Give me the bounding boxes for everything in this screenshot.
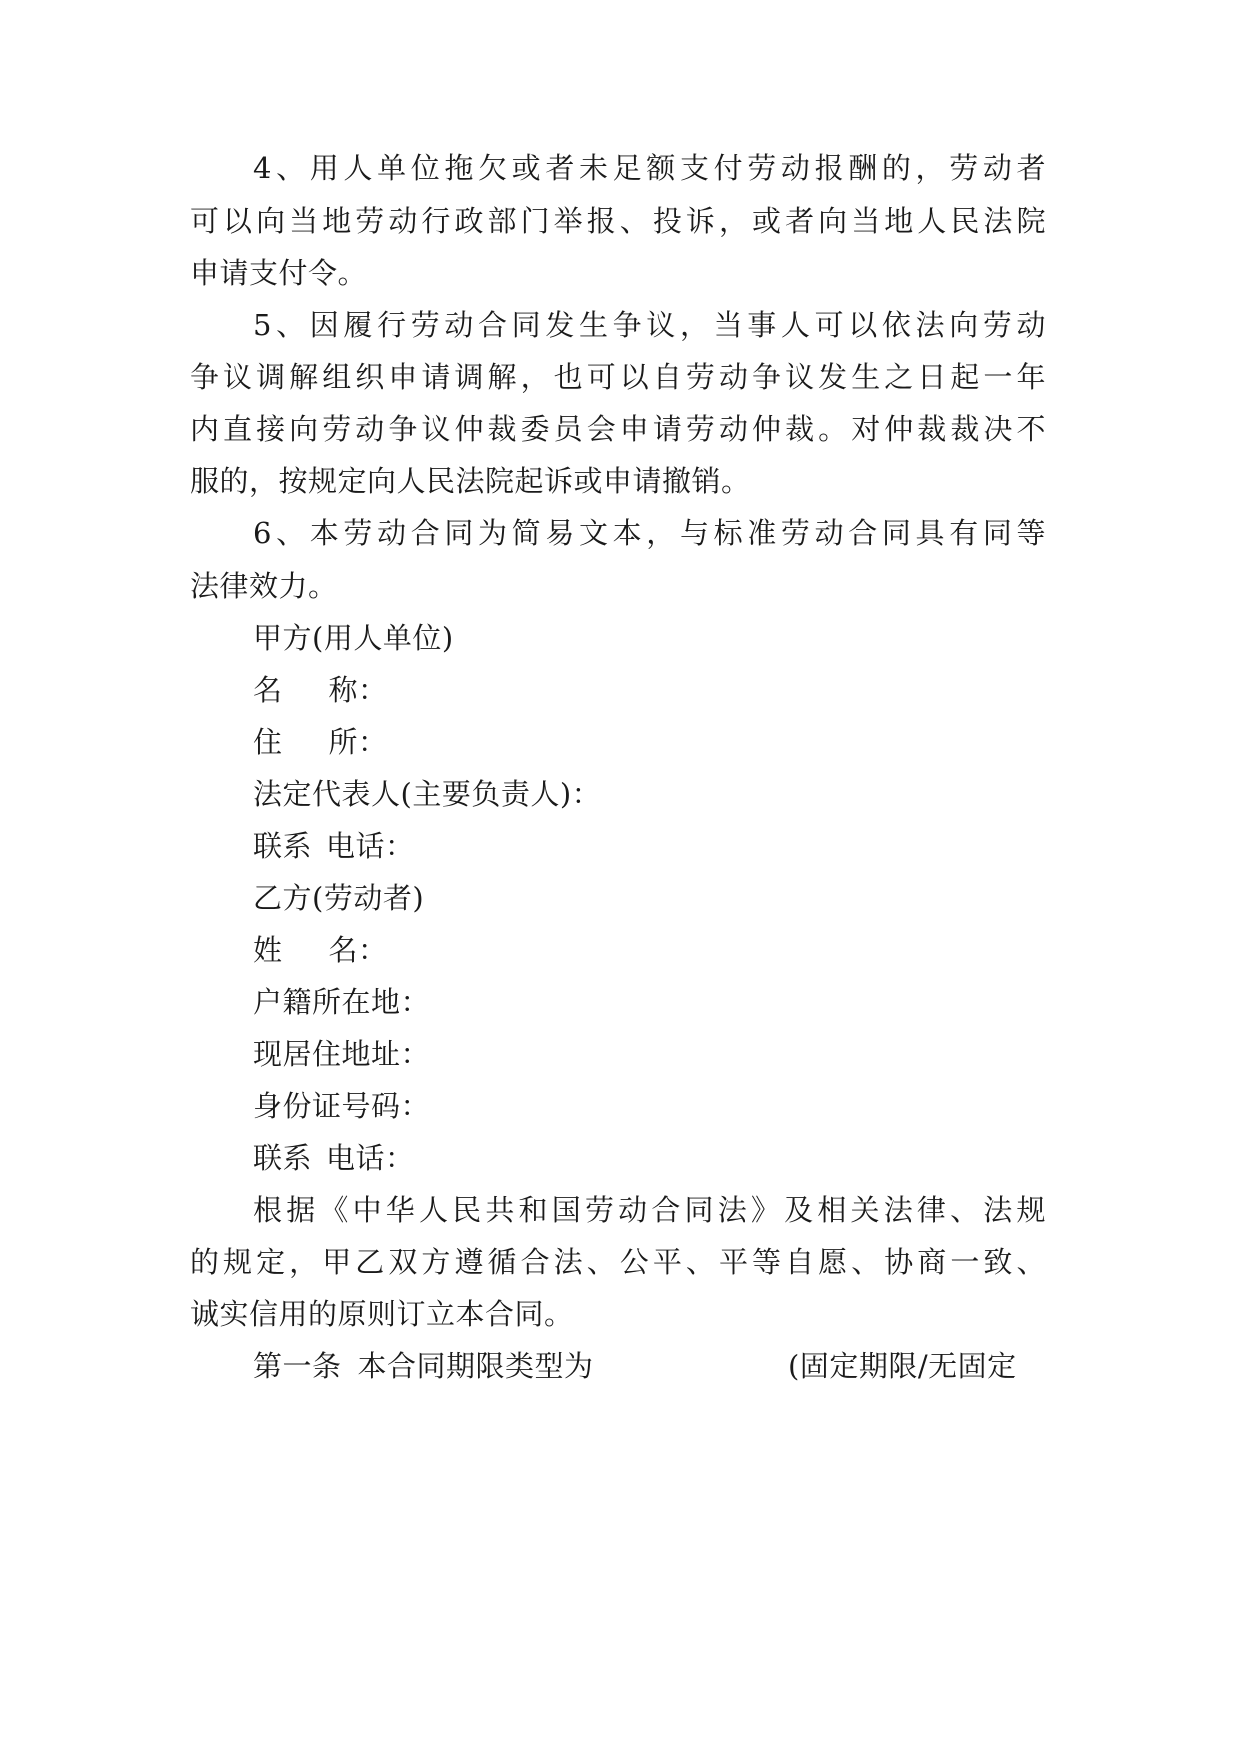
clause-4-line-3: 申请支付令。 xyxy=(190,256,368,290)
preamble-line-1: 根据《中华人民共和国劳动合同法》及相关法律、法规 xyxy=(253,1193,1046,1227)
party-a-representative-label: 法定代表人(主要负责人)： xyxy=(253,777,602,811)
clause-5-line-3: 内直接向劳动争议仲裁委员会申请劳动仲裁。对仲裁裁决不 xyxy=(190,412,1046,446)
preamble-line-2: 的规定，甲乙双方遵循合法、公平、平等自愿、协商一致、 xyxy=(190,1245,1046,1279)
clause-5-line-2: 争议调解组织申请调解，也可以自劳动争议发生之日起一年 xyxy=(190,360,1046,394)
party-a-phone-label: 联系 电话： xyxy=(253,829,415,863)
clause-5-line-1: 5、因履行劳动合同发生争议，当事人可以依法向劳动 xyxy=(253,308,1046,342)
party-b-residence-label: 现居住地址： xyxy=(253,1037,431,1071)
clause-6-line-1: 6、本劳动合同为简易文本，与标准劳动合同具有同等 xyxy=(253,516,1046,550)
clause-5-line-4: 服的，按规定向人民法院起诉或申请撤销。 xyxy=(190,464,751,498)
party-b-phone-label: 联系 电话： xyxy=(253,1141,415,1175)
clause-4-line-2: 可以向当地劳动行政部门举报、投诉，或者向当地人民法院 xyxy=(190,204,1046,238)
clause-6-line-2: 法律效力。 xyxy=(190,569,338,603)
party-b-heading: 乙方(劳动者) xyxy=(253,881,425,915)
article-1-label: 第一条 xyxy=(253,1349,342,1383)
article-1-options: (固定期限/无固定 xyxy=(788,1349,1017,1383)
preamble-line-3: 诚实信用的原则订立本合同。 xyxy=(190,1297,574,1331)
party-b-hukou-label: 户籍所在地： xyxy=(253,985,431,1019)
party-a-name-label: 名 称： xyxy=(253,673,388,707)
party-a-address-label: 住 所： xyxy=(253,725,388,759)
clause-4-line-1: 4、用人单位拖欠或者未足额支付劳动报酬的，劳动者 xyxy=(253,151,1046,185)
party-a-heading: 甲方(用人单位) xyxy=(253,621,454,655)
article-1-text: 本合同期限类型为 xyxy=(357,1349,594,1383)
party-b-name-label: 姓 名： xyxy=(253,933,388,967)
article-1-line xyxy=(253,1346,594,1386)
party-b-id-label: 身份证号码： xyxy=(253,1089,431,1123)
